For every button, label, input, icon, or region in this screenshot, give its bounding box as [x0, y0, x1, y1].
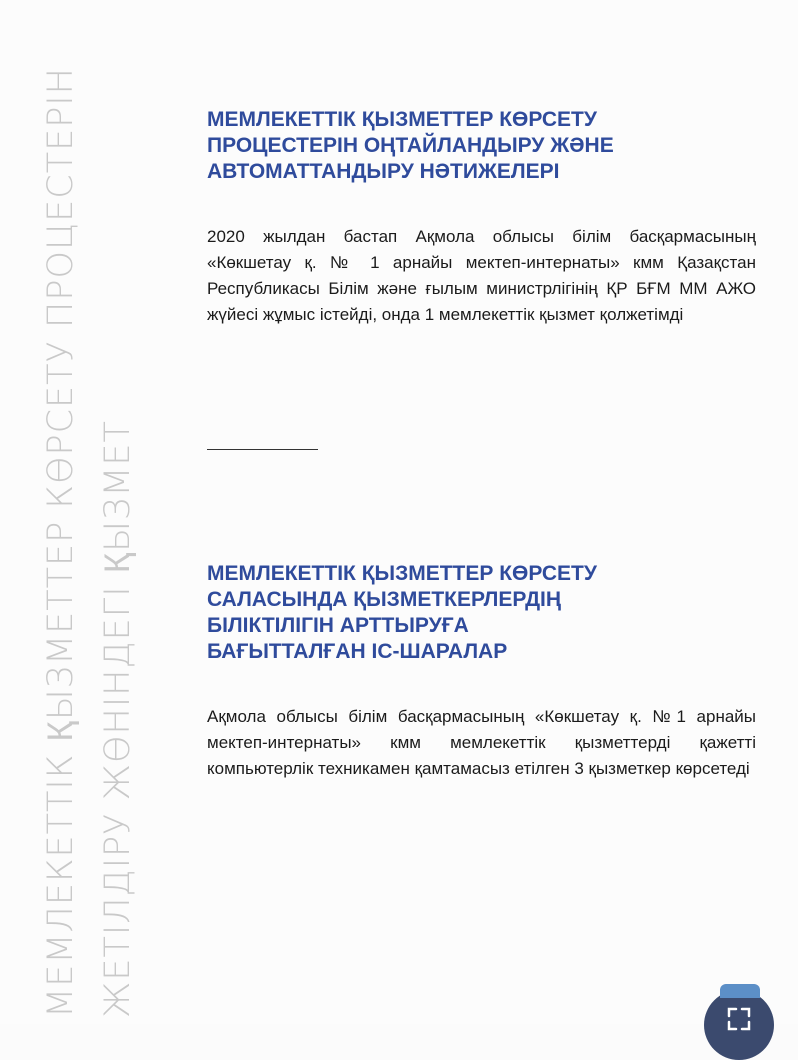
- section1-heading: [207, 107, 767, 185]
- expand-icon: [726, 1006, 752, 1032]
- section2-heading-line: САЛАСЫНДА ҚЫЗМЕТКЕРЛЕРДІҢ: [207, 588, 562, 611]
- section-divider: [207, 449, 318, 450]
- sidebar-vertical-title-line1: МЕМЛЕКЕТТІК ҚЫЗМЕТТЕР КӨРСЕТУ ПРОЦЕСТЕРІН: [41, 67, 81, 1018]
- section2-heading-line: МЕМЛЕКЕТТІК ҚЫЗМЕТТЕР КӨРСЕТУ: [207, 562, 597, 585]
- sidebar-vertical-title-line2: ЖЕТІЛДІРУ ЖӨНІНДЕГІ ҚЫЗМЕТ: [98, 420, 138, 1018]
- badge-tab: [720, 984, 760, 998]
- section1-heading-line: ПРОЦЕСТЕРІН ОҢТАЙЛАНДЫРУ ЖӘНЕ: [207, 134, 614, 157]
- section1-heading-line: МЕМЛЕКЕТТІК ҚЫЗМЕТТЕР КӨРСЕТУ: [207, 108, 597, 131]
- section1-body: 2020 жылдан бастап Ақмола облысы білім басқармасының «Көкшетау қ. № 1 арнайы мектеп-интернаты» кмм Қазақстан Республикасы Білім және ғылым министрлігінің ҚР БҒМ ММ АЖО жүйесі жұмыс істейді, онда 1 мемлекеттік қызмет қолжетімді: [207, 227, 756, 324]
- section1-heading-line: АВТОМАТТАНДЫРУ НӘТИЖЕЛЕРІ: [207, 160, 560, 183]
- section2-heading-line: БАҒЫТТАЛҒАН ІС-ШАРАЛАР: [207, 640, 508, 663]
- section2-heading-line: БІЛІКТІЛІГІН АРТТЫРУҒА: [207, 614, 469, 637]
- section2-body: Ақмола облысы білім басқармасының «Көкшетау қ. №1 арнайы мектеп-интернаты» кмм мемлекеттік қызметтерді қажетті компьютерлік техникамен қамтамасыз етілген 3 қызметкер көрсетеді: [207, 707, 756, 778]
- expand-button[interactable]: [704, 990, 774, 1060]
- section2-heading: [207, 561, 767, 665]
